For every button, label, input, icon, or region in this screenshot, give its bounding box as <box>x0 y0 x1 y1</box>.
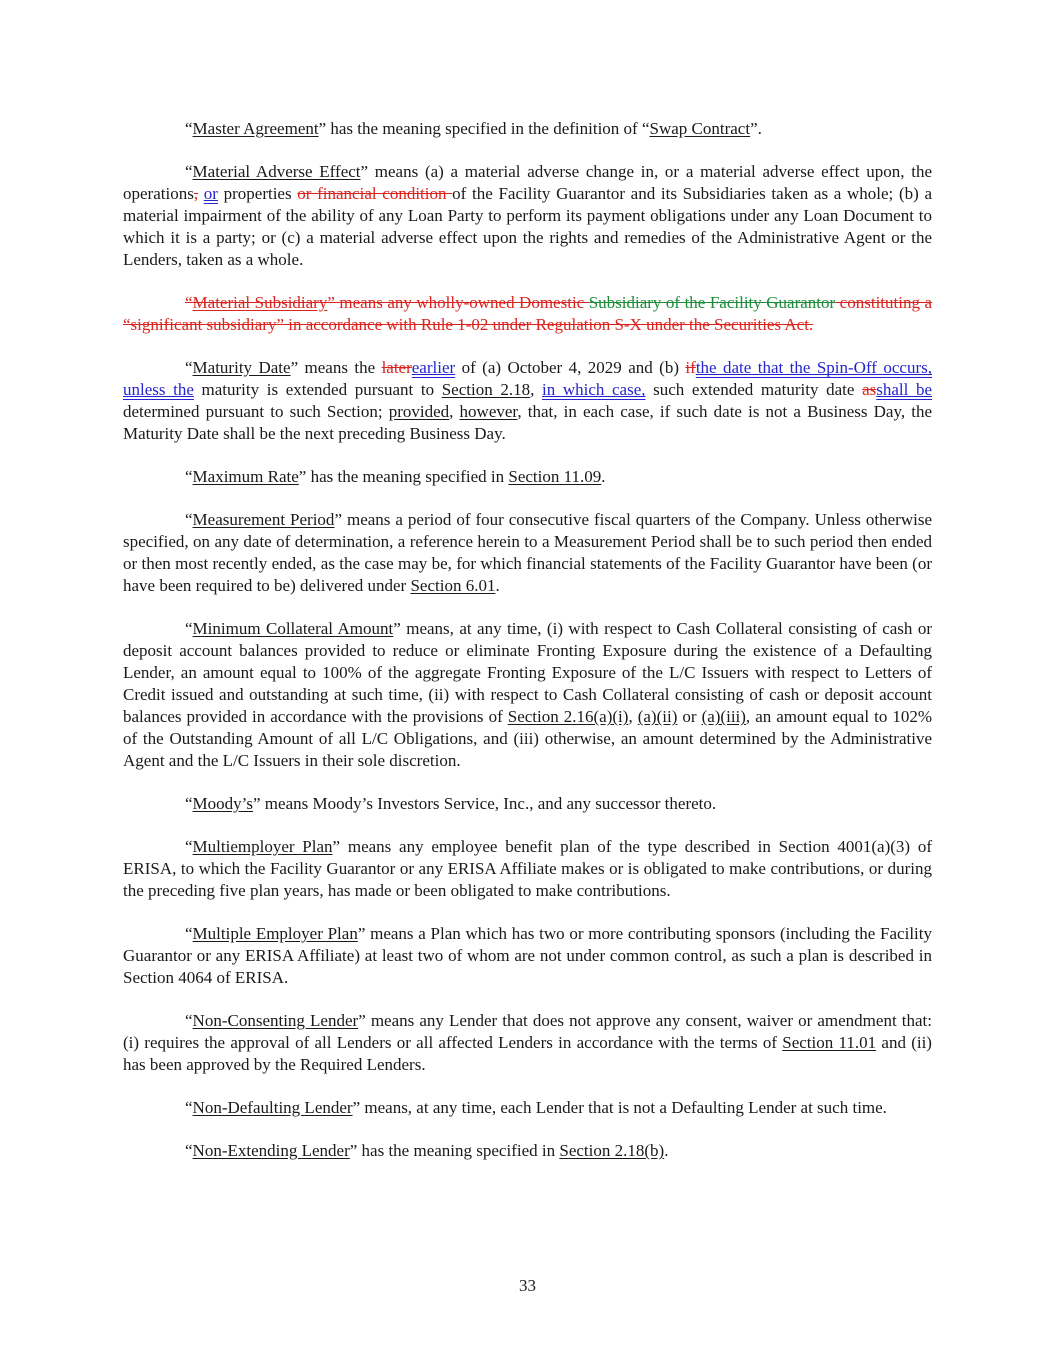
text-run: ” means a Plan which has two or more contributing sponsors (including the Facility Guarantor or any ERISA Affiliate) at least two of whom are not under common control, as such a plan is described in Section 4064 of ERISA. <box>123 924 932 987</box>
text-run: maturity is extended pursuant to <box>193 380 442 399</box>
section-reference: Section 2.16(a)(i) <box>507 707 629 726</box>
text-run: “ <box>185 1141 193 1160</box>
text-run: “ <box>185 794 193 813</box>
defined-term: Swap Contract <box>649 119 751 138</box>
defined-term: Non-Consenting Lender <box>192 1011 359 1030</box>
inserted-text: shall be <box>876 380 933 399</box>
text-run: “ <box>185 162 193 181</box>
defined-term: Master Agreement <box>192 119 319 138</box>
inserted-text: in which case, <box>541 380 646 399</box>
section-reference: (a)(iii) <box>701 707 746 726</box>
text-run: ” has the meaning specified in the definition of “ <box>318 119 650 138</box>
text-run: and (ii) has been approved by the Required Lenders. <box>123 1033 932 1074</box>
text-run: ” means the <box>290 358 382 377</box>
text-run: “ <box>185 1011 193 1030</box>
text-run: determined pursuant to such Section; <box>123 402 389 421</box>
paragraph <box>123 118 932 140</box>
defined-term: Non-Defaulting Lender <box>192 1098 353 1117</box>
deleted-text: constituting a “significant subsidiary” in accordance with Rule 1-02 under Regulation S-X under the Securities Act. <box>123 293 932 334</box>
text-run: “ <box>185 358 193 377</box>
text-run: of the Facility Guarantor and its Subsidiaries taken as a whole; (b) a material impairment of the ability of any Loan Party to perform its payment obligations under any Loan Document to which it is a party; or (c) a material adverse effect upon the rights and remedies of the Administrative Agent or the Lenders, taken as a whole. <box>123 184 933 269</box>
text-run: ” means any Lender that does not approve any consent, waiver or amendment that: (i) requires the approval of all Lenders or all affected Lenders in accordance with the terms of <box>123 1011 932 1052</box>
text-run: “ <box>185 619 193 638</box>
defined-term: Non-Extending Lender <box>192 1141 350 1160</box>
text-run: . <box>601 467 606 486</box>
text-run: , that, in each case, if such date is not a Business Day, the Maturity Date shall be the next preceding Business Day. <box>123 402 932 443</box>
deleted-text: or financial condition <box>297 184 453 203</box>
text-run: ” means Moody’s Investors Service, Inc., and any successor thereto. <box>253 794 717 813</box>
paragraph <box>123 161 932 271</box>
section-reference: however <box>459 402 518 421</box>
text-run: ” means, at any time, (i) with respect to Cash Collateral consisting of cash or deposit account balances provided to reduce or eliminate Fronting Exposure during the existence of a Defaulting Lender, an amount equal to 100% of the aggregate Fronting Exposure of the L/C Issuers with respect to Letters of Credit issued and outstanding at such time, (ii) with respect to Cash Collateral consisting of cash or deposit account balances provided in accordance with the provisions of <box>123 619 932 726</box>
section-reference: Section 11.01 <box>782 1033 877 1052</box>
deleted-text: “ <box>185 293 193 312</box>
defined-term: Material Adverse Effect <box>192 162 361 181</box>
paragraph <box>123 1140 932 1162</box>
text-run: “ <box>185 119 193 138</box>
paragraph <box>123 618 932 772</box>
section-reference: provided <box>388 402 450 421</box>
defined-term: Maturity Date <box>192 358 291 377</box>
deleted-text: if <box>685 358 696 377</box>
text-run: “ <box>185 510 193 529</box>
text-run: ”. <box>750 119 762 138</box>
definitions-text-block <box>123 118 932 1162</box>
defined-term: Minimum Collateral Amount <box>192 619 394 638</box>
paragraph <box>123 836 932 902</box>
paragraph <box>123 793 932 815</box>
text-run: ” has the meaning specified in <box>298 467 509 486</box>
text-run: . <box>495 576 500 595</box>
text-run: “ <box>185 924 193 943</box>
deleted-text: ” means any wholly-owned Domestic <box>327 293 589 312</box>
section-reference: Section 2.18(b) <box>559 1141 665 1160</box>
paragraph <box>123 509 932 597</box>
defined-term: Multiple Employer Plan <box>192 924 358 943</box>
paragraph <box>123 357 932 445</box>
text-run: , <box>628 707 638 726</box>
text-run: of (a) October 4, 2029 and (b) <box>455 358 686 377</box>
deleted-text: later <box>381 358 412 377</box>
text-run: , <box>530 380 542 399</box>
defined-term: Multiemployer Plan <box>192 837 333 856</box>
text-run: , an amount equal to 102% of the Outstanding Amount of all L/C Obligations, and (iii) otherwise, an amount determined by the Administrative Agent and the L/C Issuers in their sole discretion. <box>123 707 932 770</box>
text-run: . <box>664 1141 669 1160</box>
text-run: such extended maturity date <box>645 380 863 399</box>
text-run: ” has the meaning specified in <box>349 1141 560 1160</box>
defined-term: Moody’s <box>192 794 254 813</box>
text-run: ” means (a) a material adverse change in, or a material adverse effect upon, the operations <box>123 162 932 203</box>
inserted-text: earlier <box>411 358 456 377</box>
text-run: ” means a period of four consecutive fiscal quarters of the Company. Unless otherwise specified, on any date of determination, a reference herein to a Measurement Period shall be to such period then ended or then most recently ended, as the case may be, for which financial statements of the Facility Guarantor have been (or have been required to be) delivered under <box>123 510 932 595</box>
paragraph <box>123 1097 932 1119</box>
text-run: ” means any employee benefit plan of the type described in Section 4001(a)(3) of ERISA, to which the Facility Guarantor or any ERISA Affiliate makes or is obligated to make contributions, or during the preceding five plan years, has made or been obligated to make contributions. <box>123 837 932 900</box>
page-number: 33 <box>519 1276 536 1295</box>
deleted-text-green: Subsidiary of the Facility Guarantor <box>588 293 836 312</box>
section-reference: (a)(ii) <box>637 707 678 726</box>
inserted-text: or <box>203 184 218 203</box>
paragraph <box>123 466 932 488</box>
defined-term: Maximum Rate <box>192 467 299 486</box>
text-run: or <box>677 707 702 726</box>
text-run: ” means, at any time, each Lender that is not a Defaulting Lender at such time. <box>352 1098 887 1117</box>
section-reference: Section 2.18 <box>441 380 531 399</box>
paragraph <box>123 923 932 989</box>
paragraph <box>123 1010 932 1076</box>
inserted-text: the date that the Spin-Off occurs, unless the <box>123 358 932 399</box>
text-run: “ <box>185 467 193 486</box>
text-run: “ <box>185 1098 193 1117</box>
deleted-defined-term: Material Subsidiary <box>192 293 328 312</box>
deleted-text: as <box>862 380 877 399</box>
defined-term: Measurement Period <box>192 510 335 529</box>
text-run: properties <box>217 184 298 203</box>
deleted-text: , <box>193 184 199 203</box>
section-reference: Section 11.09 <box>508 467 602 486</box>
text-run: “ <box>185 837 193 856</box>
paragraph <box>123 292 932 336</box>
section-reference: Section 6.01 <box>410 576 496 595</box>
text-run: , <box>449 402 460 421</box>
